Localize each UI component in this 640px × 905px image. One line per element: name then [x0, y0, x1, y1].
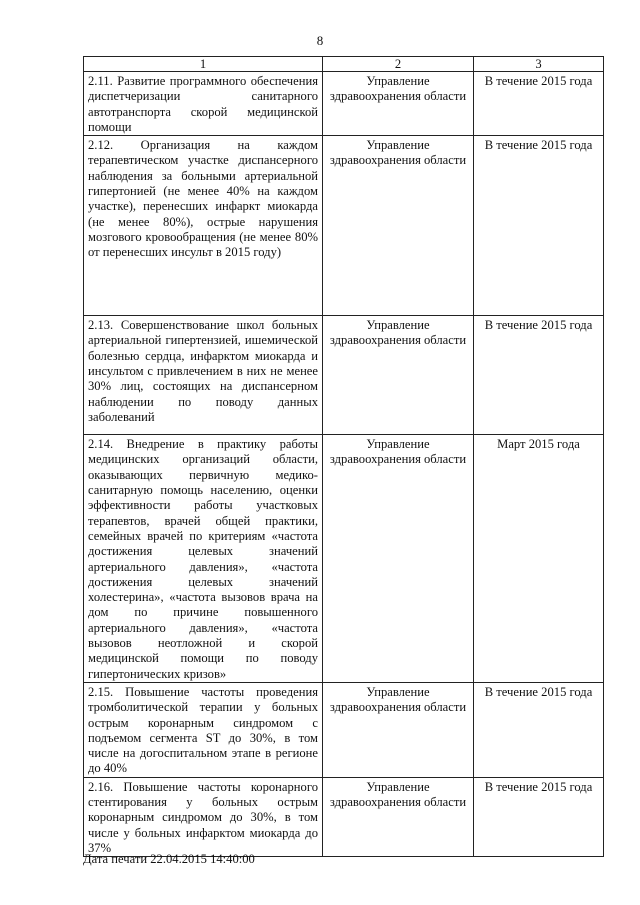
responsible-cell: Управление здравоохранения области	[323, 136, 474, 316]
responsible-cell: Управление здравоохранения области	[323, 435, 474, 683]
responsible-cell: Управление здравоохранения области	[323, 316, 474, 435]
column-header-3: 3	[474, 57, 604, 72]
column-header-2: 2	[323, 57, 474, 72]
measure-text: 2.15. Повышение частоты проведения тромболитической терапии у больных острым коронарным синдромом с подъемом сегмента ST до 30%, в том числе на догоспитальном этапе в регионе до 40%	[84, 682, 323, 777]
page-number: 8	[316, 33, 324, 48]
table-header-row	[84, 57, 604, 72]
measure-text: 2.12. Организация на каждом терапевтическом участке диспансерного наблюдения за больными артериальной гипертонией (не менее 40% на каждом участке), перенесших инфаркт миокарда (не менее 80%), острые нарушения мозгового кровообращения (не менее 80% от перенесших инсульт в 2015 году)	[84, 136, 323, 316]
term-cell: Март 2015 года	[474, 435, 604, 683]
print-date: Дата печати 22.04.2015 14:40:00	[83, 852, 255, 866]
measure-text: 2.14. Внедрение в практику работы медицинских организаций области, оказывающих первичную медико-санитарную помощь населению, оценки эффективности работы участковых терапевтов, врачей общей практики, семейных врачей по критериям «частота достижения целевых значений артериального давления», «частота достижения целевых значений холестерина», «частота вызовов врача на дом по причине повышенного артериального давления», «частота вызовов неотложной и скорой медицинской помощи по поводу гипертонических кризов»	[84, 435, 323, 683]
responsible-cell: Управление здравоохранения области	[323, 682, 474, 777]
table-row	[84, 316, 604, 435]
responsible-cell: Управление здравоохранения области	[323, 72, 474, 136]
measure-text: 2.11. Развитие программного обеспечения диспетчеризации санитарного автотранспорта скорой медицинской помощи	[84, 72, 323, 136]
term-cell: В течение 2015 года	[474, 682, 604, 777]
term-cell: В течение 2015 года	[474, 316, 604, 435]
term-cell: В течение 2015 года	[474, 72, 604, 136]
measure-text: 2.16. Повышение частоты коронарного стентирования у больных острым коронарным синдромом до 30%, в том числе у больных инфарктом миокарда до 37%	[84, 777, 323, 856]
measure-text: 2.13. Совершенствование школ больных артериальной гипертензией, ишемической болезнью сердца, инфарктом миокарда и инсультом с привлечением в них не менее 30% лиц, состоящих на диспансерном наблюдении по поводу данных заболеваний	[84, 316, 323, 435]
term-cell: В течение 2015 года	[474, 136, 604, 316]
column-header-1: 1	[84, 57, 323, 72]
table-row	[84, 72, 604, 136]
table-row	[84, 435, 604, 683]
table-row	[84, 682, 604, 777]
table-row	[84, 777, 604, 856]
measures-table	[83, 56, 604, 857]
table-row	[84, 136, 604, 316]
term-cell: В течение 2015 года	[474, 777, 604, 856]
responsible-cell: Управление здравоохранения области	[323, 777, 474, 856]
